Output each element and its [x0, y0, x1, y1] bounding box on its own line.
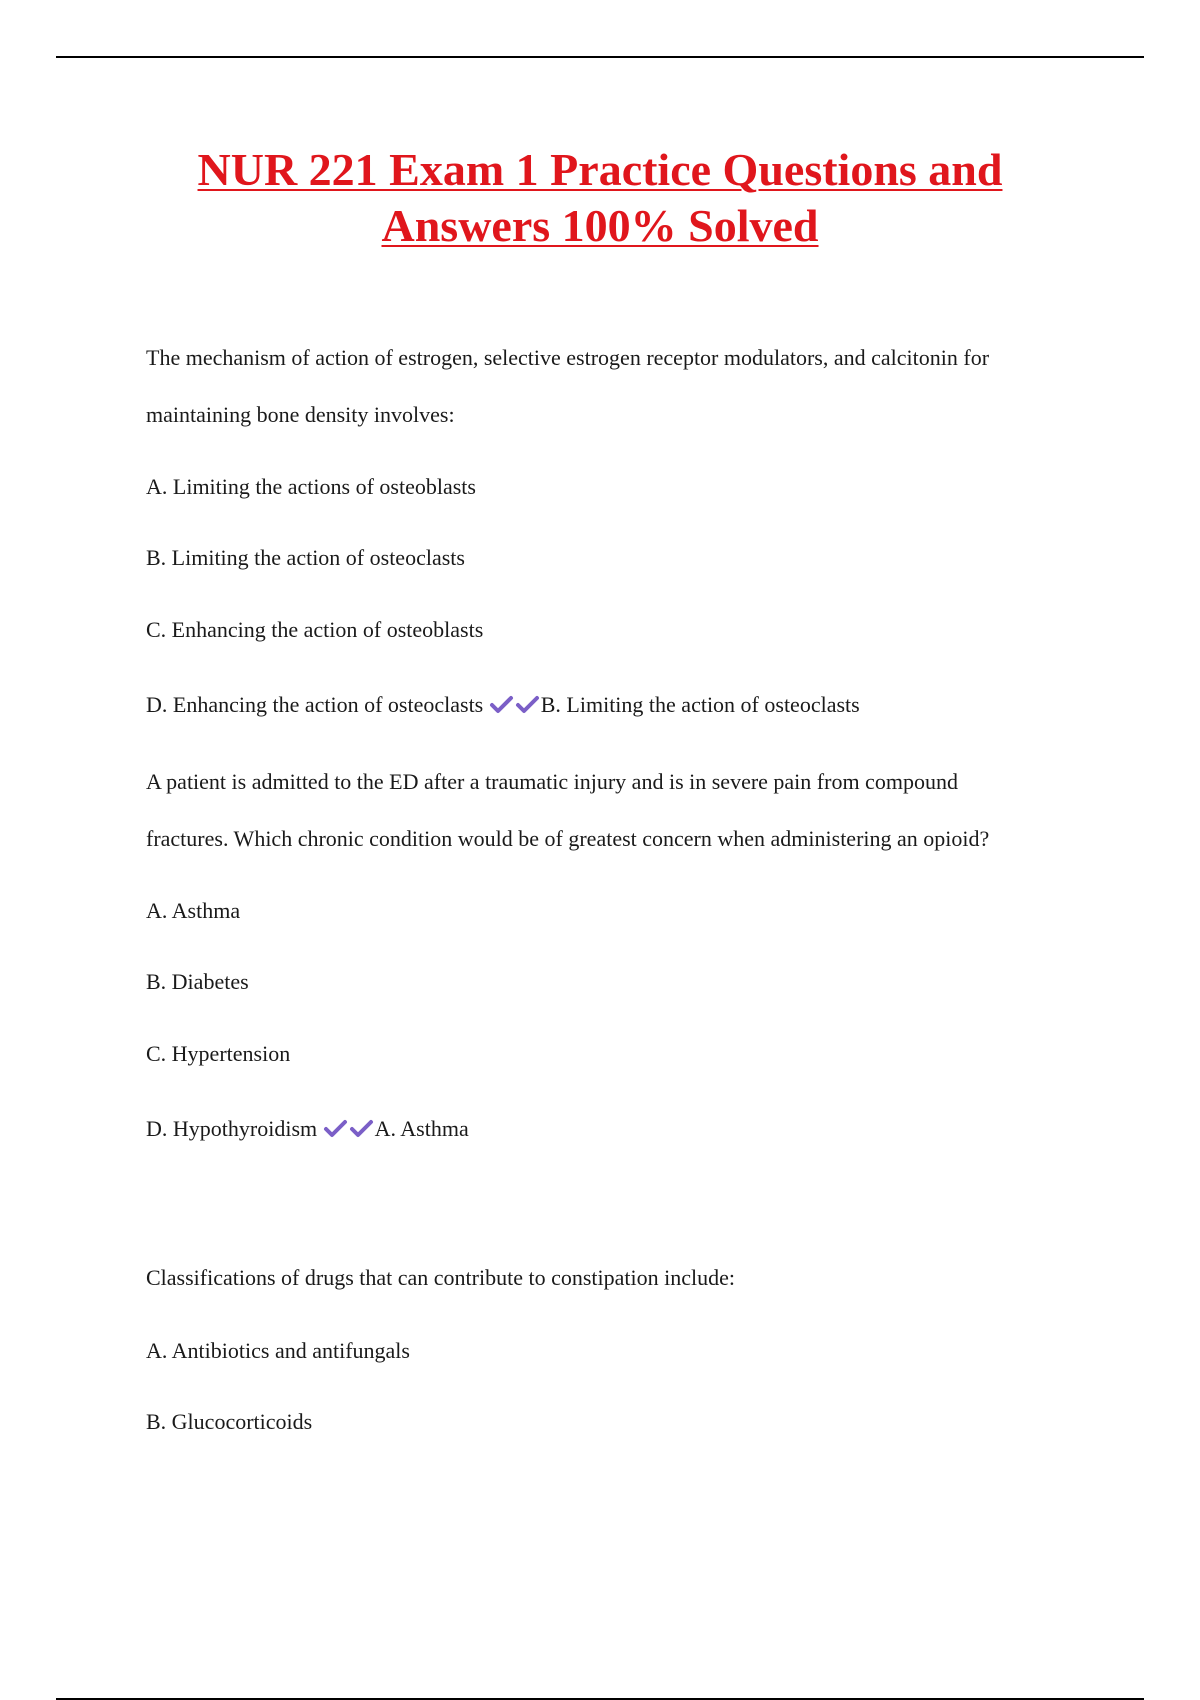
- question-1-option-d: D. Enhancing the action of osteoclasts: [146, 692, 484, 717]
- question-2-option-b: B. Diabetes: [146, 969, 249, 994]
- question-3-option-a: A. Antibiotics and antifungals: [146, 1338, 410, 1363]
- question-1-answer: B. Limiting the action of osteoclasts: [540, 692, 860, 717]
- question-2-stem-line-2: fractures. Which chronic condition would be of greatest concern when administering an opioid?: [146, 826, 990, 851]
- title-line-1: NUR 221 Exam 1 Practice Questions and: [197, 144, 1003, 195]
- check-icon: [323, 1119, 349, 1139]
- question-1-stem-line-1: The mechanism of action of estrogen, selective estrogen receptor modulators, and calcitonin for: [146, 345, 990, 370]
- question-2-option-a: A. Asthma: [146, 898, 241, 923]
- question-2-option-c: C. Hypertension: [146, 1041, 291, 1066]
- check-icon: [515, 695, 541, 715]
- question-3-option-b: B. Glucocorticoids: [146, 1409, 313, 1434]
- question-2-stem-line-1: A patient is admitted to the ED after a traumatic injury and is in severe pain from compound: [146, 769, 958, 794]
- title-line-2: Answers 100% Solved: [381, 200, 819, 251]
- question-1-option-c: C. Enhancing the action of osteoblasts: [146, 617, 484, 642]
- question-1-option-a: A. Limiting the actions of osteoblasts: [146, 474, 476, 499]
- question-1-option-d-row: [146, 691, 860, 719]
- question-3-stem-line-1: Classifications of drugs that can contribute to constipation include:: [146, 1265, 735, 1290]
- question-1-stem-line-2: maintaining bone density involves:: [146, 402, 455, 427]
- top-rule: [56, 56, 1144, 58]
- question-2-answer: A. Asthma: [374, 1116, 469, 1141]
- document-title: [0, 142, 1200, 254]
- check-icon: [349, 1119, 375, 1139]
- check-icon: [489, 695, 515, 715]
- question-2-option-d-row: [146, 1115, 469, 1143]
- question-2-option-d: D. Hypothyroidism: [146, 1116, 318, 1141]
- question-1-option-b: B. Limiting the action of osteoclasts: [146, 545, 465, 570]
